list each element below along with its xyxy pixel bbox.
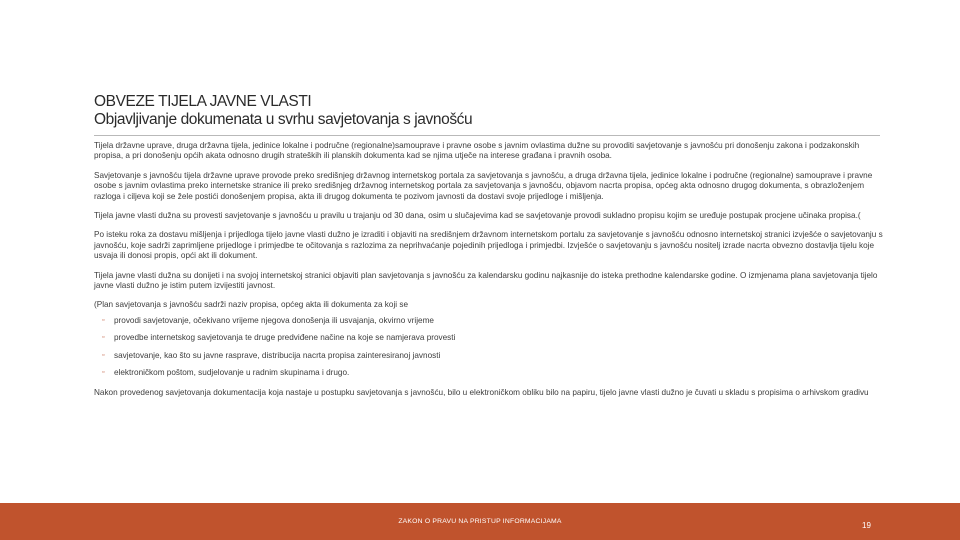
paragraph: Tijela javne vlasti dužna su donijeti i na svojoj internetskoj stranici objaviti plan savjetovanja s javnošću za kalendarsku godinu najkasnije do isteka prethodne kalendarske godine. O izmjenama plana savjetovanja tijelo javne vlasti dužno je istim putem izvijestiti javnost. <box>94 270 878 291</box>
paragraph: Tijela državne uprave, druga državna tijela, jedinice lokalne i područne (regionalne)samouprave i pravne osobe s javnim ovlastima dužne su provoditi savjetovanje s javnošću pri donošenju zakona i podzakonskih propisa, a pri donošenju općih akata odnosno drugih strateških ili planskih dokumenta kad se njima utječe na interese građana i pravnih osoba. <box>94 141 860 161</box>
paragraph: Tijela javne vlasti dužna su provesti savjetovanje s javnošću u pravilu u trajanju od 30 dana, osim u slučajevima kad se savjetovanje provodi sukladno propisu kojim se uređuje postupak procjene učinaka propisa.( <box>94 211 861 221</box>
closing-paragraph: Nakon provedenog savjetovanja dokumentacija koja nastaje u postupku savjetovanja s javnošću, bilo u elektroničkom obliku bilo na papiru, tijelo javne vlasti dužno je čuvati u skladu s propisima o arhivskom gradivu <box>94 387 869 397</box>
paragraph: Savjetovanje s javnošću tijela državne uprave provode preko središnjeg državnog internetskog portala za savjetovanja s javnošću, a druga državna tijela, jedinice lokalne i područne (regionalne) samouprave i pravne osobe s javnim ovlastima preko internetske stranice ili preko središnjeg državnog internetskog portala za savjetovanja s javnošću, objavom nacrta propisa, općeg akta odnosno drugog dokumenta, s obrazloženjem razloga i ciljeva koji se žele postići donošenjem propisa, akta ili drugog dokumenta te pozivom javnosti da dostavi svoje prijedloge i mišljenja. <box>94 170 873 201</box>
list-item <box>94 316 886 326</box>
title-block <box>94 93 884 129</box>
paragraph: Po isteku roka za dostavu mišljenja i prijedloga tijelo javne vlasti dužno je izraditi i objaviti na središnjem državnom internetskom portalu za savjetovanje s javnošću odnosno internetskoj stranici izvješće o savjetovanju s javnošću, koje sadrži zaprimljene prijedloge i primjedbe te očitovanja s razlozima za neprihvaćanje pojedinih prijedloga i primjedbi. Izvješće o savjetovanju s javnošću nositelj izrade nacrta obvezno dostavlja tijelu koje usvaja ili donosi propis, opći akt ili dokument. <box>94 230 883 261</box>
slide-content <box>94 141 886 407</box>
list-item-text: provedbe internetskog savjetovanja te druge predviđene načine na koje se namjerava provesti <box>114 333 456 343</box>
list-item-text: provodi savjetovanje, očekivano vrijeme njegova donošenja ili usvajanja, okvirno vrijeme <box>114 315 434 325</box>
list-item <box>94 333 886 343</box>
square-bullet-icon: ▫ <box>102 369 105 377</box>
bullet-list <box>94 316 886 379</box>
footer-text: ZAKON O PRAVU NA PRISTUP INFORMACIJAMA <box>398 518 562 525</box>
title-divider <box>94 135 880 136</box>
list-item <box>94 368 886 378</box>
paragraph: (Plan savjetovanja s javnošću sadrži naziv propisa, općeg akta ili dokumenta za koji se <box>94 300 409 310</box>
square-bullet-icon: ▫ <box>102 316 105 324</box>
slide-title: OBVEZE TIJELA JAVNE VLASTI <box>94 93 312 110</box>
slide-subtitle: Objavljivanje dokumenata u svrhu savjetovanja s javnošću <box>94 111 473 128</box>
square-bullet-icon: ▫ <box>102 334 105 342</box>
page-number: 19 <box>862 521 871 530</box>
footer-bar <box>0 503 960 540</box>
list-item <box>94 351 886 361</box>
list-item-text: elektroničkom poštom, sudjelovanje u radnim skupinama i drugo. <box>114 368 350 378</box>
list-item-text: savjetovanje, kao što su javne rasprave, distribucija nacrta propisa zainteresiranoj javnosti <box>114 350 441 360</box>
square-bullet-icon: ▫ <box>102 351 105 359</box>
